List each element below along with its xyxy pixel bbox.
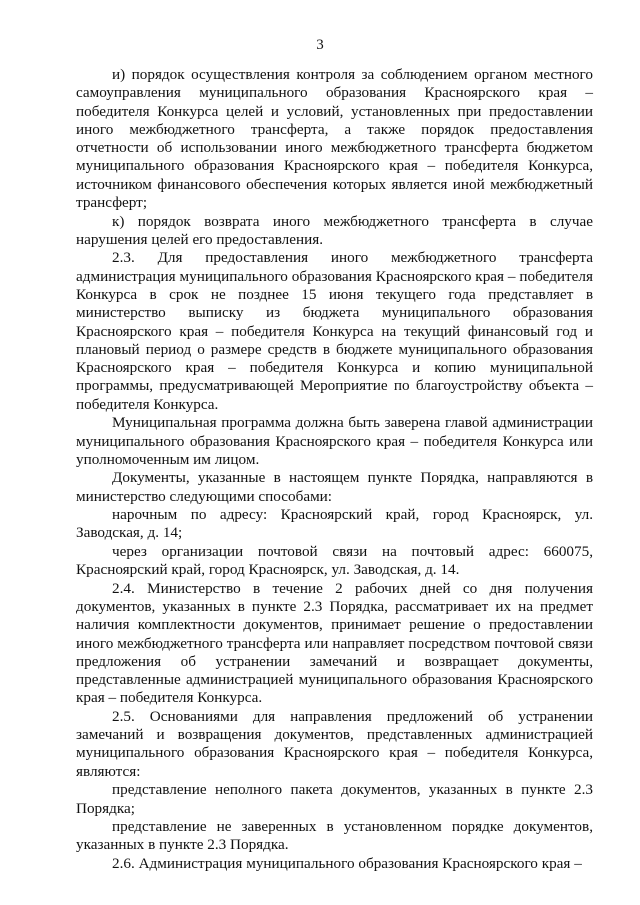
paragraph-uncertified-documents: представление не заверенных в установленном порядке документов, указанных в пункте 2.3 Порядка. (76, 818, 593, 854)
paragraph-courier-address: нарочным по адресу: Красноярский край, город Красноярск, ул. Заводская, д. 14; (76, 506, 593, 542)
paragraph-postal-address: через организации почтовой связи на почтовый адрес: 660075, Красноярский край, город Красноярск, ул. Заводская, д. 14. (76, 542, 593, 579)
paragraph-incomplete-package: представление неполного пакета документов, указанных в пункте 2.3 Порядка; (76, 781, 593, 817)
paragraph-2-4: 2.4. Министерство в течение 2 рабочих дней со дня получения документов, указанных в пункте 2.3 Порядка, рассматривает их на предмет наличия комплектности документов, принимает решение о предоставлении иного межбюджетного трансферта или направляет посредством почтовой связи предложения об устранении замечаний и возвращает документы, представленные администрацией муниципального образования Красноярского края – победителя Конкурса. (76, 579, 593, 707)
paragraph-item-k: к) порядок возврата иного межбюджетного трансферта в случае нарушения целей его предоставления. (76, 212, 593, 248)
paragraph-2-5: 2.5. Основаниями для направления предложений об устранении замечаний и возвращения документов, представленных администрацией муниципального образования Красноярского края – победителя Конкурса, являются: (76, 707, 593, 780)
page-number: 3 (316, 37, 324, 53)
paragraph-submission-methods: Документы, указанные в настоящем пункте Порядка, направляются в министерство следующими способами: (76, 469, 593, 505)
document-body (76, 66, 593, 873)
paragraph-2-6: 2.6. Администрация муниципального образования Красноярского края – (112, 854, 582, 872)
paragraph-item-i: и) порядок осуществления контроля за соблюдением органом местного самоуправления муниципального образования Красноярского края – победителя Конкурса целей и условий, установленных при предоставлении иного межбюджетного трансферта, а также порядок предоставления отчетности об использовании иного межбюджетного трансферта бюджетом муниципального образования Красноярского края – победителя Конкурса, источником финансового обеспечения которых является иной межбюджетный трансферт; (76, 66, 593, 212)
paragraph-2-3: 2.3. Для предоставления иного межбюджетного трансферта администрация муниципального образования Красноярского края – победителя Конкурса в срок не позднее 15 июня текущего года представляет в министерство выписку из бюджета муниципального образования Красноярского края – победителя Конкурса на текущий финансовый год и плановый период о размере средств в бюджете муниципального образования Красноярского края – победителя Конкурса и копию муниципальной программы, предусматривающей Мероприятие по благоустройству объекта – победителя Конкурса. (76, 249, 593, 413)
paragraph-program-certification: Муниципальная программа должна быть заверена главой администрации муниципального образования Красноярского края – победителя Конкурса или уполномоченным им лицом. (76, 414, 593, 468)
